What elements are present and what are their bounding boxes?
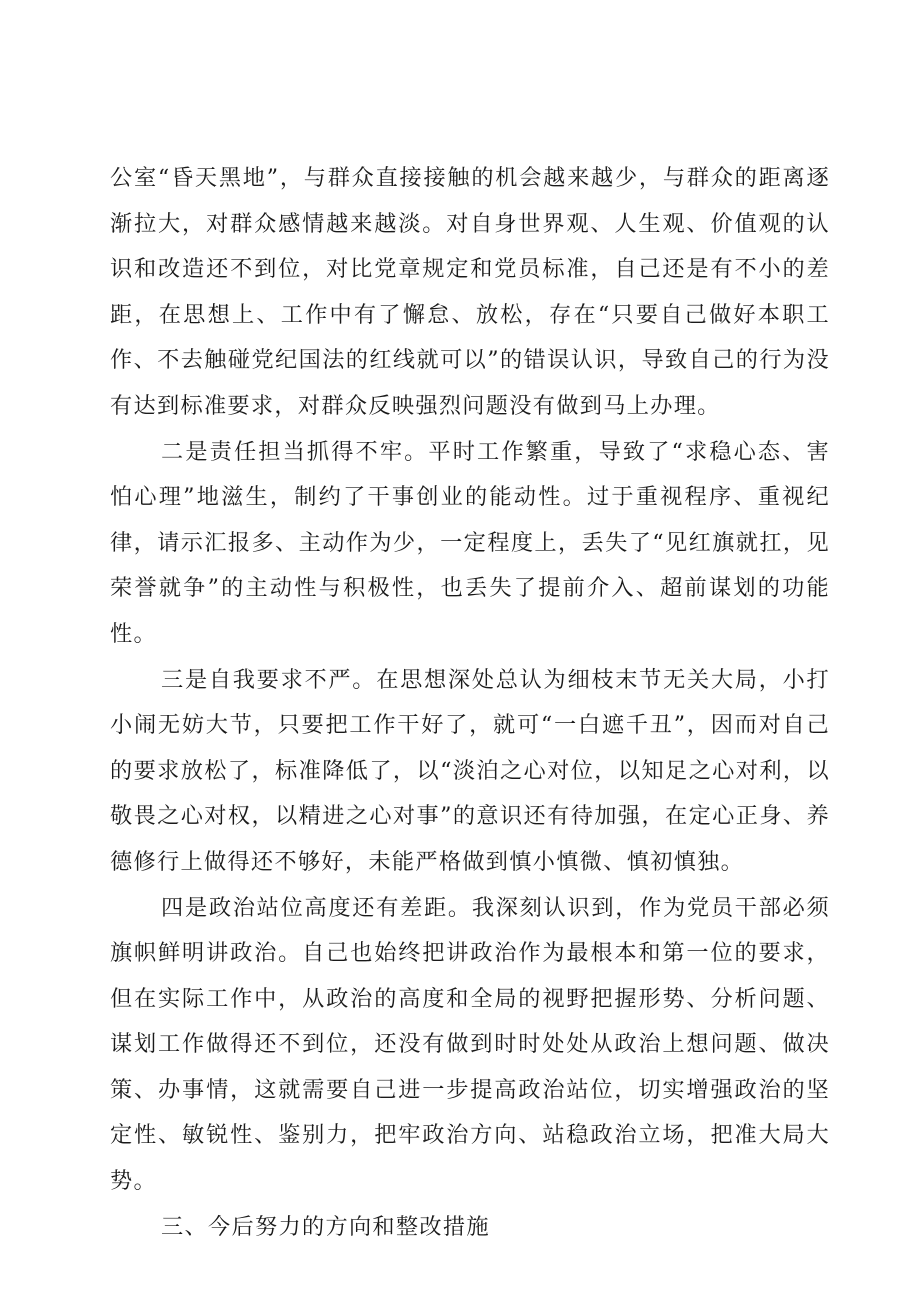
paragraph-self-discipline: 三是自我要求不严。在思想深处总认为细枝末节无关大局，小打小闹无妨大节，只要把工作干好了，就可“一白遮千丑”，因而对自己的要求放松了，标准降低了，以“淡泊之心对位，以知足之心对利，以敬畏之心对权，以精进之心对事”的意识还有待加强，在定心正身、养德修行上做得还不够好，未能严格做到慎小慎微、慎初慎独。 xyxy=(110,666,830,875)
paragraph-political-stance: 四是政治站位高度还有差距。我深刻认识到，作为党员干部必须旗帜鲜明讲政治。自己也始终把讲政治作为最根本和第一位的要求，但在实际工作中，从政治的高度和全局的视野把握形势、分析问题、谋划工作做得还不到位，还没有做到时时处处从政治上想问题、做决策、办事情，这就需要自己进一步提高政治站位，切实增强政治的坚定性、敏锐性、鉴别力，把牢政治方向、站稳政治立场，把准大局大势。 xyxy=(110,894,830,1195)
paragraph-responsibility: 二是责任担当抓得不牢。平时工作繁重，导致了“求稳心态、害怕心理”地滋生，制约了干事创业的能动性。过于重视程序、重视纪律，请示汇报多、主动作为少，一定程度上，丢失了“见红旗就扛，见荣誉就争”的主动性与积极性，也丢失了提前介入、超前谋划的功能性。 xyxy=(110,438,830,647)
document-body xyxy=(110,156,830,1250)
paragraph-continuation: 公室“昏天黑地”，与群众直接接触的机会越来越少，与群众的距离逐渐拉大，对群众感情越来越淡。对自身世界观、人生观、价值观的认识和改造还不到位，对比党章规定和党员标准，自己还是有不小的差距，在思想上、工作中有了懈怠、放松，存在“只要自己做好本职工作、不去触碰党纪国法的红线就可以”的错误认识，导致自己的行为没有达到标准要求，对群众反映强烈问题没有做到马上办理。 xyxy=(110,165,830,419)
section-heading: 三、今后努力的方向和整改措施 xyxy=(161,1213,490,1240)
